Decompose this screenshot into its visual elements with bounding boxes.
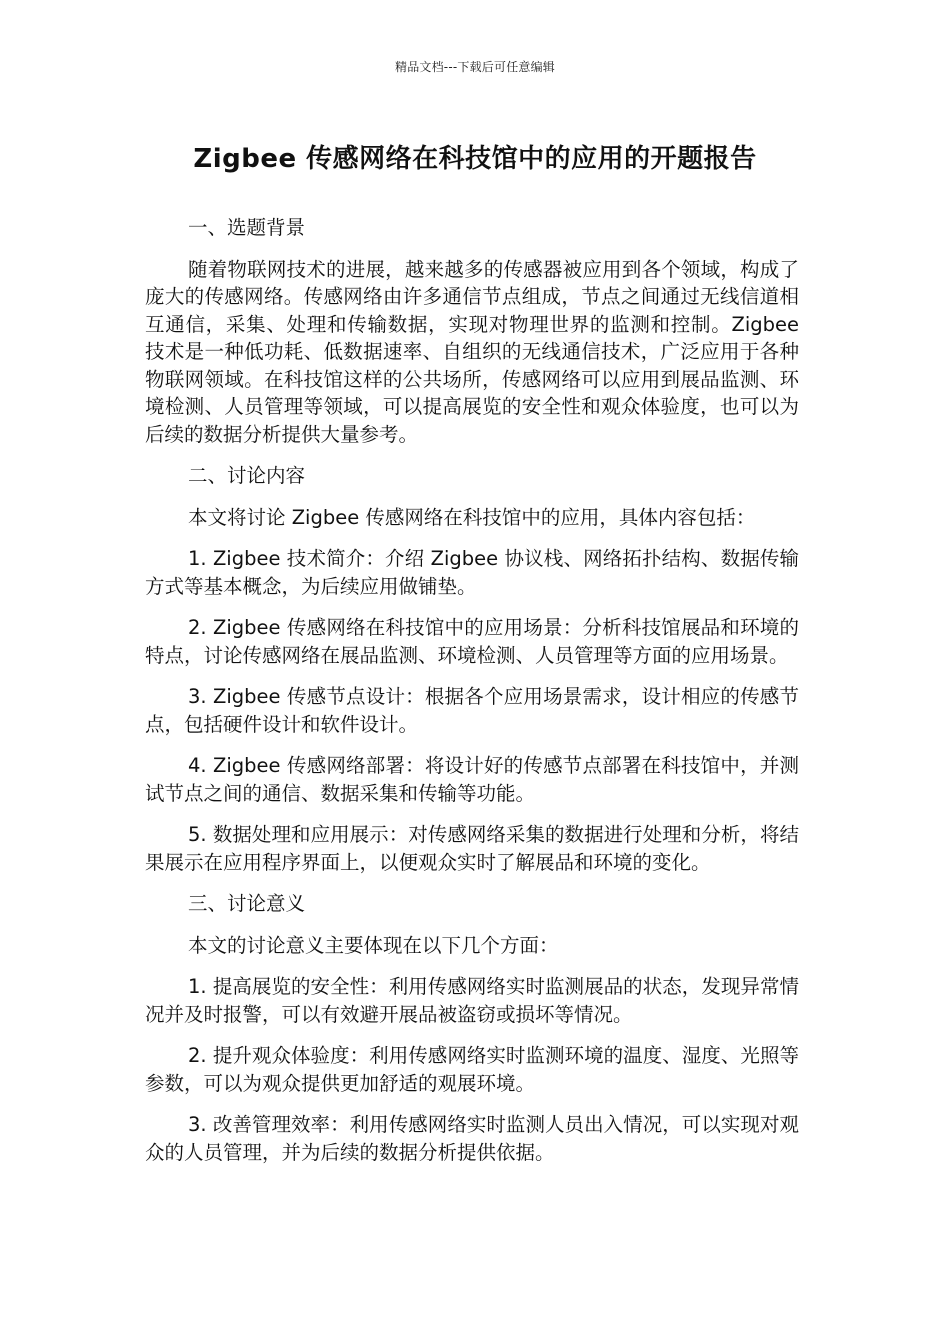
header-note: 精品文档---下载后可任意编辑 (395, 60, 555, 74)
section-heading-content: 二、讨论内容 (188, 464, 306, 487)
paragraph-content-intro: 本文将讨论 Zigbee 传感网络在科技馆中的应用，具体内容包括： (188, 505, 756, 529)
list-item-content-3: 3. Zigbee 传感节点设计：根据各个应用场景需求，设计相应的传感节点，包括硬件设计和软件设计。 (145, 685, 799, 736)
list-item-content-1: 1. Zigbee 技术简介：介绍 Zigbee 协议栈、网络拓扑结构、数据传输方式等基本概念，为后续应用做铺垫。 (145, 547, 799, 598)
list-item-content-2: 2. Zigbee 传感网络在科技馆中的应用场景：分析科技馆展品和环境的特点，讨论传感网络在展品监测、环境检测、人员管理等方面的应用场景。 (145, 616, 799, 667)
list-item-content-5: 5. 数据处理和应用展示：对传感网络采集的数据进行处理和分析，将结果展示在应用程序界面上，以便观众实时了解展品和环境的变化。 (145, 823, 799, 874)
paragraph-significance-intro: 本文的讨论意义主要体现在以下几个方面： (188, 933, 559, 957)
list-item-significance-2: 2. 提升观众体验度：利用传感网络实时监测环境的温度、湿度、光照等参数，可以为观众提供更加舒适的观展环境。 (145, 1044, 799, 1095)
paragraph-background: 随着物联网技术的进展，越来越多的传感器被应用到各个领域，构成了庞大的传感网络。传感网络由许多通信节点组成，节点之间通过无线信道相互通信，采集、处理和传输数据，实现对物理世界的监测和控制。Zigbee 技术是一种低功耗、低数据速率、自组织的无线通信技术，广泛应用于各种物联网领域。在科技馆这样的公共场所，传感网络可以应用到展品监测、环境检测、人员管理等领域，可以提高展览的安全性和观众体验度，也可以为后续的数据分析提供大量参考。 (145, 257, 799, 446)
list-item-significance-1: 1. 提高展览的安全性：利用传感网络实时监测展品的状态，发现异常情况并及时报警，可以有效避开展品被盗窃或损坏等情况。 (145, 975, 799, 1026)
list-item-significance-3: 3. 改善管理效率：利用传感网络实时监测人员出入情况，可以实现对观众的人员管理，并为后续的数据分析提供依据。 (145, 1113, 799, 1164)
document-body (145, 214, 799, 1180)
list-item-content-4: 4. Zigbee 传感网络部署：将设计好的传感节点部署在科技馆中，并测试节点之间的通信、数据采集和传输等功能。 (145, 754, 799, 805)
section-heading-background: 一、选题背景 (188, 216, 306, 239)
document-title: Zigbee 传感网络在科技馆中的应用的开题报告 (193, 144, 757, 174)
section-heading-significance: 三、讨论意义 (188, 892, 306, 915)
